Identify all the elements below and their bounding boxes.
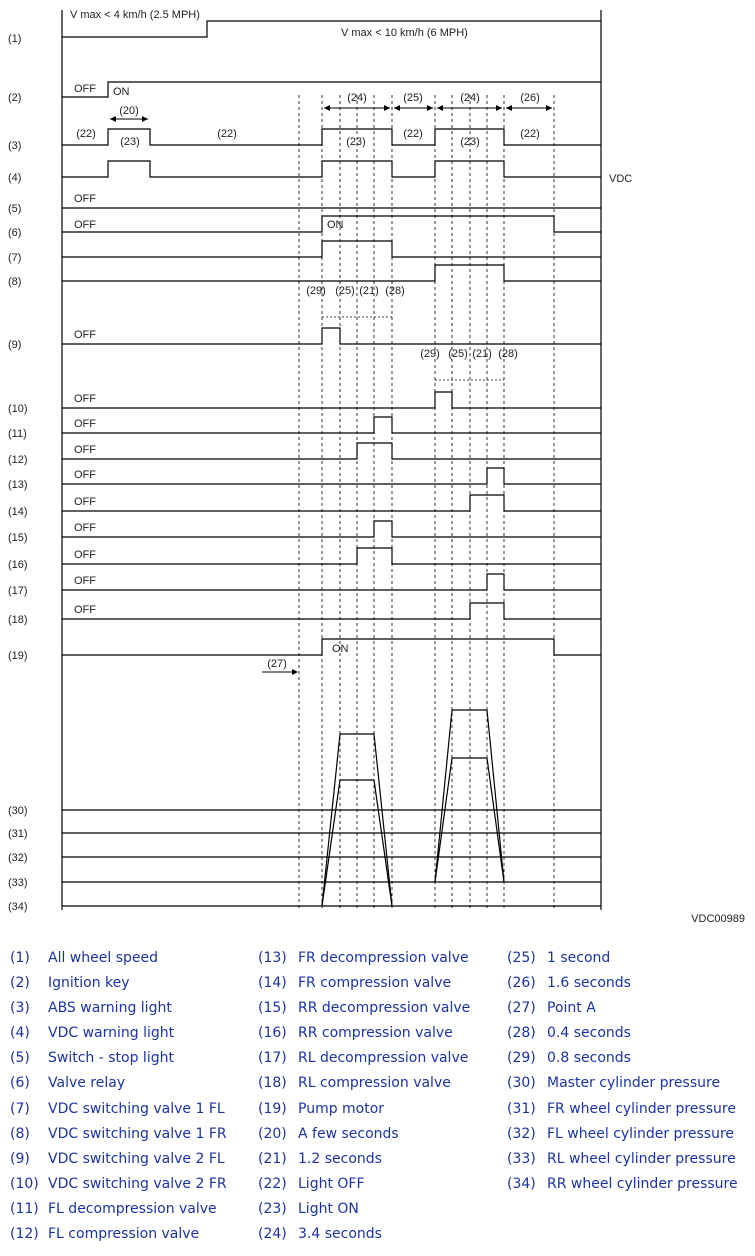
legend-item	[258, 1172, 470, 1197]
legend-text: Master cylinder pressure	[547, 1075, 721, 1092]
legend-number: (15)	[258, 1000, 287, 1017]
on-label: ON	[327, 219, 344, 231]
off-label: OFF	[74, 444, 96, 456]
dim-22-label: (22)	[76, 128, 96, 140]
rr-decompression-wave	[62, 521, 601, 537]
row-label: (19)	[8, 650, 28, 662]
legend-number: (5)	[10, 1050, 30, 1067]
legend-item	[507, 1071, 738, 1096]
seq-label: (28)	[385, 285, 405, 297]
row-label: (15)	[8, 532, 28, 544]
legend-column-1	[10, 946, 227, 1247]
fr-pressure-curve	[435, 710, 504, 882]
legend-number: (34)	[507, 1175, 536, 1192]
legend-number: (17)	[258, 1050, 287, 1067]
vmax-low-label: V max < 4 km/h (2.5 MPH)	[70, 9, 200, 21]
legend-text: VDC switching valve 2 FR	[48, 1175, 227, 1192]
rr-compression-wave	[62, 548, 601, 564]
legend-item	[10, 996, 227, 1021]
row-label: (13)	[8, 479, 28, 491]
legend-text: VDC switching valve 2 FL	[48, 1150, 225, 1167]
row-label: (1)	[8, 33, 22, 45]
off-label: OFF	[74, 522, 96, 534]
legend-text: 1.2 seconds	[298, 1150, 382, 1167]
dim-24-arrow-right-arrowhead	[384, 105, 390, 111]
legend-text: 1.6 seconds	[547, 975, 631, 992]
legend-number: (14)	[258, 975, 287, 992]
off-label: OFF	[74, 604, 96, 616]
legend-item	[258, 1147, 470, 1172]
dim-24-arrow-right-arrowhead	[496, 105, 502, 111]
dim-20-arrow-left-arrowhead	[110, 116, 116, 122]
dim-24-label: (24)	[460, 92, 480, 104]
legend-item	[10, 1021, 227, 1046]
row-label: (3)	[8, 140, 22, 152]
legend-text: FL wheel cylinder pressure	[547, 1125, 735, 1142]
vmax-high-label: V max < 10 km/h (6 MPH)	[341, 27, 468, 39]
legend-number: (25)	[507, 950, 536, 966]
dim-26-arrow-right-arrowhead	[546, 105, 552, 111]
legend-text: ABS warning light	[48, 1000, 172, 1017]
off-label: OFF	[74, 219, 96, 231]
row-label: (33)	[8, 877, 28, 889]
legend-number: (33)	[507, 1150, 536, 1167]
dim-27-label: (27)	[267, 658, 287, 670]
legend-item	[507, 1172, 738, 1197]
legend-number: (27)	[507, 1000, 536, 1017]
legend	[0, 946, 755, 1256]
legend-number: (9)	[10, 1150, 30, 1167]
legend-number: (19)	[258, 1100, 287, 1117]
legend-number: (30)	[507, 1075, 536, 1092]
legend-text: All wheel speed	[48, 950, 158, 966]
row-label: (34)	[8, 901, 28, 913]
dim-25-arrow-left-arrowhead	[394, 105, 400, 111]
legend-item	[10, 1071, 227, 1096]
legend-item	[258, 1046, 470, 1071]
rl-compression-wave	[62, 603, 601, 619]
legend-text: 0.8 seconds	[547, 1050, 631, 1067]
legend-number: (29)	[507, 1050, 536, 1067]
legend-item	[258, 946, 470, 971]
legend-item	[10, 1172, 227, 1197]
dim-20-arrow-right-arrowhead	[142, 116, 148, 122]
dim-24-arrow-left-arrowhead	[437, 105, 443, 111]
wheel-speed-wave	[62, 21, 601, 37]
legend-text: 1 second	[547, 950, 611, 966]
legend-number: (26)	[507, 975, 536, 992]
dim-22-label: (22)	[520, 128, 540, 140]
legend-text: VDC switching valve 1 FL	[48, 1100, 225, 1117]
legend-item	[258, 1122, 470, 1147]
switching-1-fr-wave	[62, 265, 601, 281]
legend-item	[507, 946, 738, 971]
legend-column-2	[258, 946, 470, 1247]
legend-item	[507, 1147, 738, 1172]
row-label: (8)	[8, 276, 22, 288]
legend-text: FR decompression valve	[298, 950, 469, 966]
row-label: (7)	[8, 252, 22, 264]
seq-label: (29)	[306, 285, 326, 297]
legend-number: (12)	[10, 1226, 39, 1243]
legend-text: Ignition key	[48, 975, 130, 992]
row-label: (31)	[8, 828, 28, 840]
seq-label: (21)	[472, 348, 492, 360]
dim-22-label: (22)	[403, 128, 423, 140]
row-label: (5)	[8, 203, 22, 215]
off-label: OFF	[74, 549, 96, 561]
diagram-id: VDC00989	[691, 913, 745, 925]
legend-number: (7)	[10, 1100, 30, 1117]
off-label: OFF	[74, 193, 96, 205]
legend-text: RL decompression valve	[298, 1050, 469, 1067]
legend-text: RR wheel cylinder pressure	[547, 1175, 738, 1192]
rl-decompression-wave	[62, 574, 601, 590]
dim-20-label: (20)	[119, 105, 139, 117]
legend-item	[507, 1097, 738, 1122]
fr-compression-wave	[62, 495, 601, 511]
legend-number: (3)	[10, 1000, 30, 1017]
legend-text: RR decompression valve	[298, 1000, 471, 1017]
legend-item	[10, 1197, 227, 1222]
row-label: (10)	[8, 403, 28, 415]
legend-column-3	[507, 946, 738, 1197]
legend-number: (1)	[10, 950, 30, 966]
legend-number: (8)	[10, 1125, 30, 1142]
row-label: (4)	[8, 172, 22, 184]
legend-text: RL compression valve	[298, 1075, 451, 1092]
dim-23-label: (23)	[460, 136, 480, 148]
seq-label: (25)	[448, 348, 468, 360]
legend-item	[258, 971, 470, 996]
legend-text: Light ON	[298, 1200, 359, 1217]
row-label: (18)	[8, 614, 28, 626]
legend-text: FL compression valve	[48, 1226, 200, 1243]
legend-item	[10, 1046, 227, 1071]
legend-item	[10, 1097, 227, 1122]
legend-number: (28)	[507, 1025, 536, 1042]
legend-number: (22)	[258, 1175, 287, 1192]
legend-number: (24)	[258, 1226, 287, 1243]
fl-decompression-wave	[62, 417, 601, 433]
dim-22-label: (22)	[217, 128, 237, 140]
dim-25-arrow-right-arrowhead	[427, 105, 433, 111]
row-label: (12)	[8, 454, 28, 466]
legend-item	[258, 1197, 470, 1222]
switching-2-fl-wave	[62, 328, 601, 344]
legend-number: (21)	[258, 1150, 287, 1167]
off-label: OFF	[74, 575, 96, 587]
legend-item	[10, 1122, 227, 1147]
row-label: (32)	[8, 852, 28, 864]
legend-number: (16)	[258, 1025, 287, 1042]
legend-item	[10, 971, 227, 996]
legend-text: Point A	[547, 1000, 596, 1017]
fr-decompression-wave	[62, 468, 601, 484]
legend-item	[10, 946, 227, 971]
legend-number: (18)	[258, 1075, 287, 1092]
off-label: OFF	[74, 418, 96, 430]
row-label: (11)	[8, 428, 27, 440]
dim-24-arrow-left-arrowhead	[324, 105, 330, 111]
off-label: OFF	[74, 83, 96, 95]
switching-1-fl-wave	[62, 241, 601, 257]
legend-text: Valve relay	[48, 1075, 126, 1092]
legend-text: Pump motor	[298, 1100, 385, 1117]
legend-number: (23)	[258, 1200, 287, 1217]
legend-number: (20)	[258, 1125, 287, 1142]
legend-item	[507, 971, 738, 996]
row-label: (17)	[8, 585, 28, 597]
legend-text: FR compression valve	[298, 975, 452, 992]
row-label: (30)	[8, 805, 28, 817]
dim-23-label: (23)	[346, 136, 366, 148]
dim-25-label: (25)	[403, 92, 423, 104]
on-label: ON	[113, 86, 130, 98]
point-a-arrowhead	[292, 669, 298, 675]
off-label: OFF	[74, 329, 96, 341]
legend-item	[258, 996, 470, 1021]
switching-2-fr-wave	[62, 392, 601, 408]
legend-text: Switch - stop light	[48, 1050, 174, 1067]
off-label: OFF	[74, 496, 96, 508]
legend-number: (4)	[10, 1025, 30, 1042]
legend-number: (13)	[258, 950, 287, 966]
dim-26-label: (26)	[520, 92, 540, 104]
dim-24-label: (24)	[347, 92, 367, 104]
legend-number: (2)	[10, 975, 30, 992]
off-label: OFF	[74, 393, 96, 405]
seq-label: (25)	[335, 285, 355, 297]
row-label: (16)	[8, 559, 28, 571]
legend-number: (31)	[507, 1100, 536, 1117]
legend-item	[507, 1046, 738, 1071]
row-label: (9)	[8, 339, 22, 351]
legend-item	[258, 1071, 470, 1096]
legend-text: RL wheel cylinder pressure	[547, 1150, 736, 1167]
legend-number: (6)	[10, 1075, 30, 1092]
legend-item	[507, 1021, 738, 1046]
seq-label: (29)	[420, 348, 440, 360]
legend-number: (32)	[507, 1125, 536, 1142]
legend-item	[507, 996, 738, 1021]
row-label: (14)	[8, 506, 28, 518]
dim-26-arrow-left-arrowhead	[506, 105, 512, 111]
legend-item	[258, 1097, 470, 1122]
legend-text: FL decompression valve	[48, 1200, 217, 1217]
legend-text: 0.4 seconds	[547, 1025, 631, 1042]
legend-text: 3.4 seconds	[298, 1226, 382, 1243]
vdc-light-wave	[62, 161, 601, 177]
legend-number: (10)	[10, 1175, 39, 1192]
vdc-label: VDC	[609, 173, 633, 185]
legend-item	[258, 1021, 470, 1046]
row-label: (2)	[8, 92, 22, 104]
on-label: ON	[332, 643, 349, 655]
seq-label: (28)	[498, 348, 518, 360]
legend-item	[258, 1222, 470, 1247]
legend-text: VDC switching valve 1 FR	[48, 1125, 227, 1142]
legend-text: A few seconds	[298, 1125, 399, 1142]
legend-text: FR wheel cylinder pressure	[547, 1100, 736, 1117]
seq-label: (21)	[359, 285, 379, 297]
legend-text: Light OFF	[298, 1175, 365, 1192]
off-label: OFF	[74, 469, 96, 481]
legend-item	[10, 1147, 227, 1172]
row-label: (6)	[8, 227, 22, 239]
legend-text: VDC warning light	[48, 1025, 175, 1042]
fl-pressure-curve	[322, 734, 392, 906]
fl-compression-wave	[62, 443, 601, 459]
legend-number: (11)	[10, 1200, 39, 1217]
legend-item	[507, 1122, 738, 1147]
dim-23-label: (23)	[120, 136, 140, 148]
legend-item	[10, 1222, 227, 1247]
legend-text: RR compression valve	[298, 1025, 453, 1042]
